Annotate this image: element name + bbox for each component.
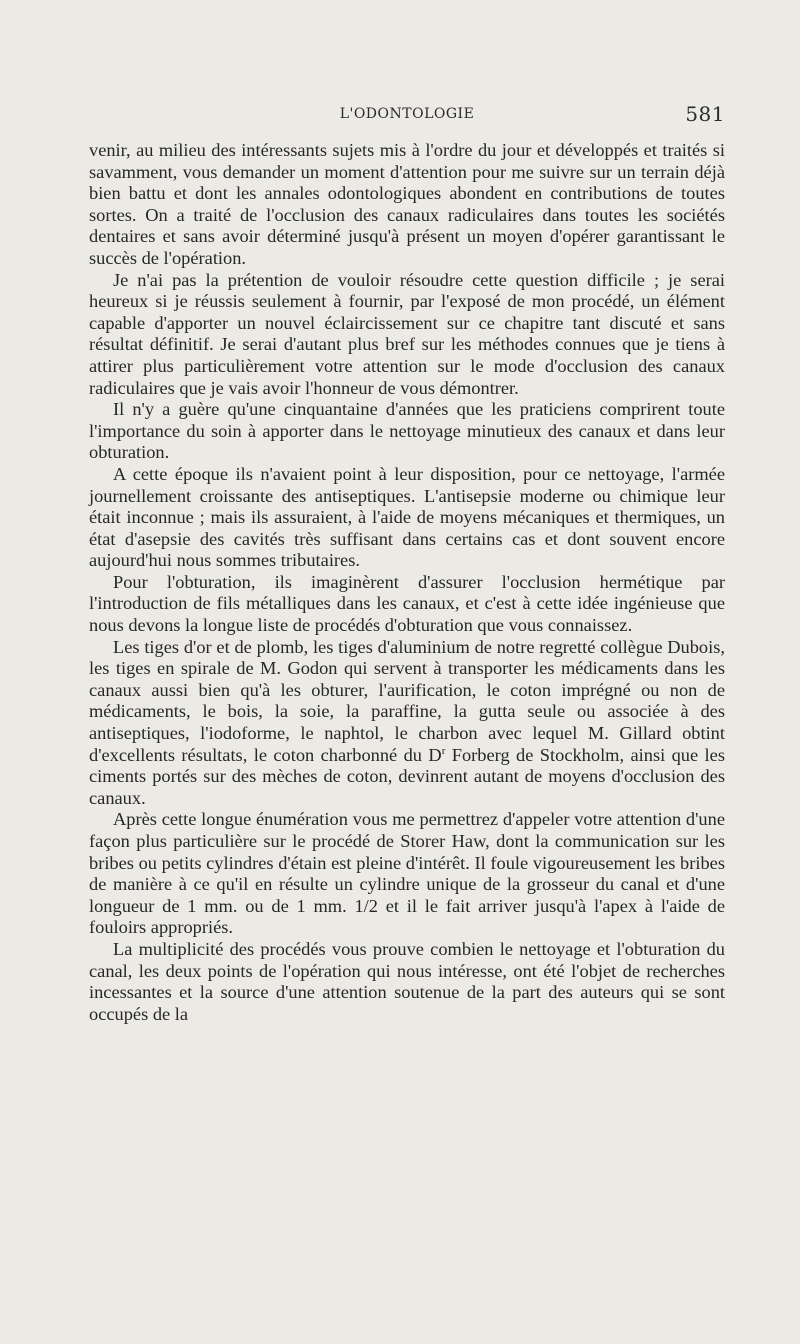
paragraph-1: venir, au milieu des intéressants sujets mis à l'ordre du jour et développés et traités si savamment, vous demander un moment d'attention pour me suivre sur un terrain déjà bien battu et dont les annales odontologiques abondent en contributions de toutes sortes. On a traité de l'occlusion des canaux radiculaires dans toutes les sociétés dentaires et sans avoir déterminé jusqu'à présent un moyen d'opérer garantissant le succès de l'opération.	[89, 140, 725, 268]
paragraph-3: Il n'y a guère qu'une cinquantaine d'années que les praticiens comprirent toute l'importance du soin à apporter dans le nettoyage minutieux des canaux et dans leur obturation.	[89, 399, 725, 463]
page-number: 581	[685, 102, 725, 126]
paragraph-8: La multiplicité des procédés vous prouve combien le nettoyage et l'obturation du canal, les deux points de l'opération qui nous intéresse, ont été l'objet de recherches incessantes et la source d'une attention soutenue de la part des auteurs qui se sont occupés de la	[89, 938, 725, 1024]
paragraph-5: Pour l'obturation, ils imaginèrent d'assurer l'occlusion hermétique par l'introduction de fils métalliques dans les canaux, et c'est à cette idée ingénieuse que nous devons la longue liste de procédés d'obturation que vous connaissez.	[89, 571, 725, 636]
doctor-abbrev-superscript: r	[441, 744, 446, 757]
paragraph-7: Après cette longue énumération vous me permettrez d'appeler votre attention d'une façon plus particulière sur le procédé de Storer Haw, dont la communication sur les bribes ou petits cylindres d'étain est pleine d'intérêt. Il foule vigoureusement les bribes de manière à ce qu'il en résulte un cylindre unique de la grosseur du canal et d'une longueur de 1 mm. ou de 1 mm. 1/2 et il le fait arriver jusqu'à l'apex à l'aide de fouloirs appropriés.	[89, 809, 725, 938]
paragraph-6-part-1: Les tiges d'or et de plomb, les tiges d'aluminium de notre regretté collègue Dubois, les tiges en spirale de M. Godon qui servent à transporter les médicaments dans les canaux aussi bien qu'à les obturer, l'aurification, le coton imprégné ou non de médicaments, le bois, la soie, la paraffine, la gutta seule ou associée à des antiseptiques, l'iodoforme, le naphtol, le charbon avec lequel M. Gillard obtint d'excellents résultats, le coton charbonné du D	[89, 636, 725, 765]
paragraph-6	[89, 637, 725, 810]
body-text	[89, 140, 725, 1025]
paragraph-6-part-2: Forberg de Stockholm, ainsi que les ciments portés sur des mèches de coton, devinrent autant de moyens d'occlusion des canaux.	[89, 744, 725, 808]
paragraph-2: Je n'ai pas la prétention de vouloir résoudre cette question difficile ; je serai heureux si je réussis seulement à fournir, par l'exposé de mon procédé, un élément capable d'apporter un nouvel éclaircissement sur ce chapitre tant discuté et sans résultat définitif. Je serai d'autant plus bref sur les méthodes connues que je tiens à attirer plus particulièrement votre attention sur le mode d'occlusion des canaux radiculaires que je vais avoir l'honneur de vous démontrer.	[89, 269, 725, 398]
paragraph-4: A cette époque ils n'avaient point à leur disposition, pour ce nettoyage, l'armée journellement croissante des antiseptiques. L'antisepsie moderne ou chimique leur était inconnue ; mais ils assuraient, à l'aide de moyens mécaniques et thermiques, un état d'asepsie des cavités très suffisant dans certains cas et dont souvent encore aujourd'hui nous sommes tributaires.	[89, 463, 725, 571]
running-title: L'ODONTOLOGIE	[339, 106, 475, 122]
running-head	[89, 104, 725, 128]
